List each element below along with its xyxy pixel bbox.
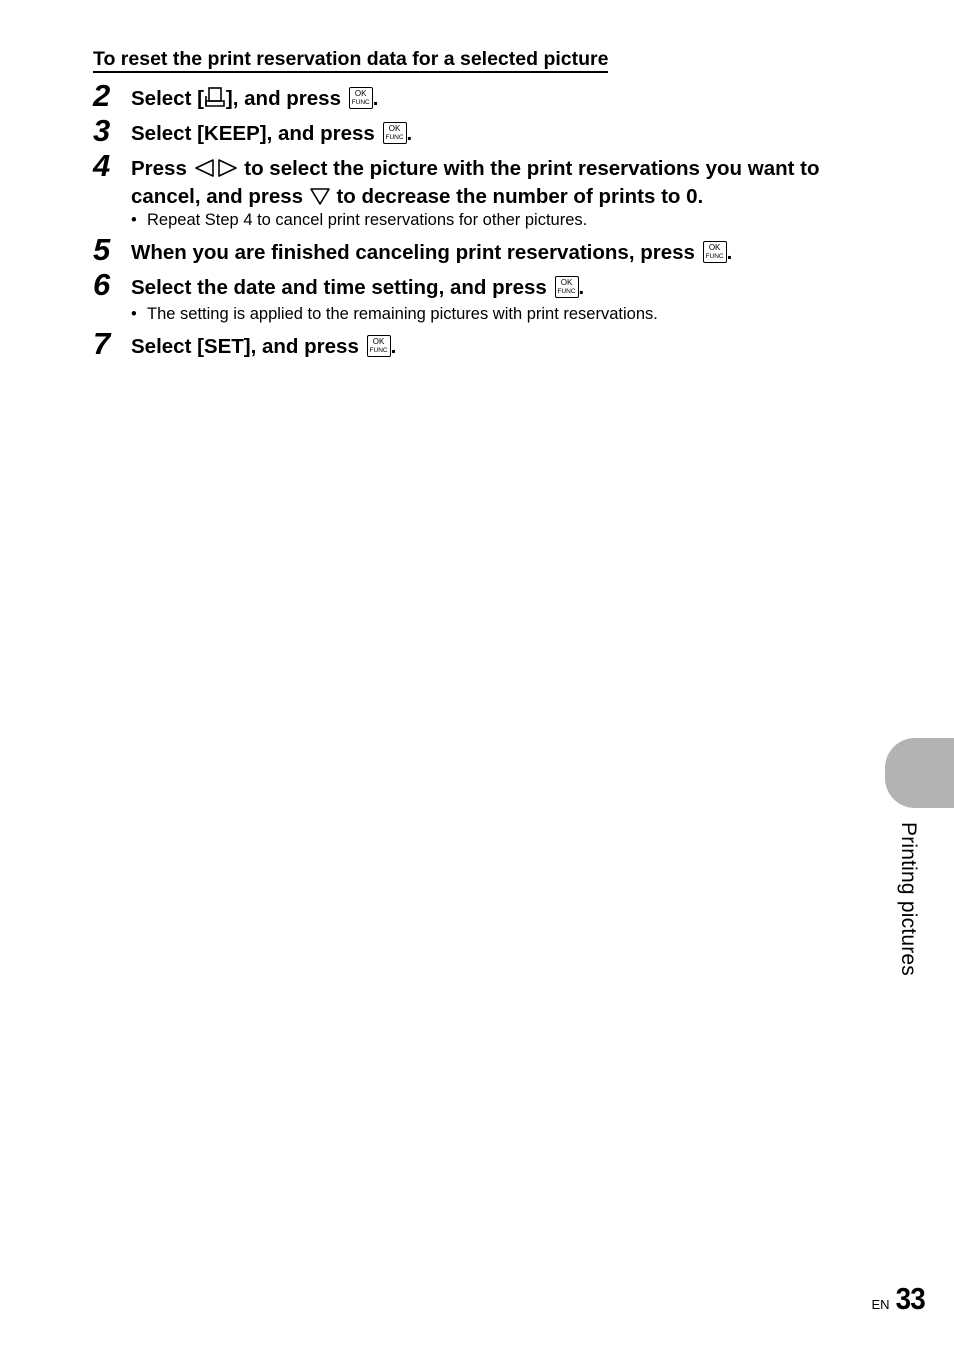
left-right-arrow-icon: [193, 158, 239, 184]
step-number: 4: [93, 148, 111, 183]
ok-func-button-icon: OK FUNC: [703, 241, 727, 263]
page-number: 33: [895, 1281, 925, 1316]
section-label: Printing pictures: [897, 822, 920, 976]
step-number: 5: [93, 232, 111, 267]
section-heading: To reset the print reservation data for a selected picture: [93, 48, 608, 73]
step-text: Select [KEEP], and press OK FUNC .: [131, 122, 413, 145]
down-arrow-icon: [309, 186, 331, 212]
ok-func-button-icon: OK FUNC: [383, 122, 407, 144]
chapter-tab: [885, 738, 954, 808]
step-text: Select [ ], and press OK FUNC .: [131, 86, 871, 114]
step-text: Select the date and time setting, and press OK FUNC .: [131, 276, 585, 299]
step-number: 3: [93, 113, 111, 148]
step-number: 7: [93, 326, 111, 361]
step-text: Select [SET], and press OK FUNC .: [131, 335, 397, 358]
page-folio: [871, 1281, 926, 1317]
step-number: 6: [93, 267, 111, 302]
ok-func-button-icon: OK FUNC: [367, 335, 391, 357]
ok-func-button-icon: OK FUNC: [555, 276, 579, 298]
step-text: Press to select the picture with the print reservations you want to cancel, and press to decrease the number of prints to 0.: [131, 156, 871, 212]
step-text: When you are finished canceling print reservations, press OK FUNC .: [131, 241, 733, 264]
ok-func-button-icon: OK FUNC: [349, 87, 373, 109]
step-4-note: • Repeat Step 4 to cancel print reservations for other pictures.: [131, 211, 588, 229]
step-number: 2: [93, 78, 111, 113]
step-6-note: • The setting is applied to the remaining pictures with print reservations.: [131, 305, 658, 323]
print-order-icon: [204, 86, 226, 114]
language-code: EN: [871, 1297, 890, 1312]
